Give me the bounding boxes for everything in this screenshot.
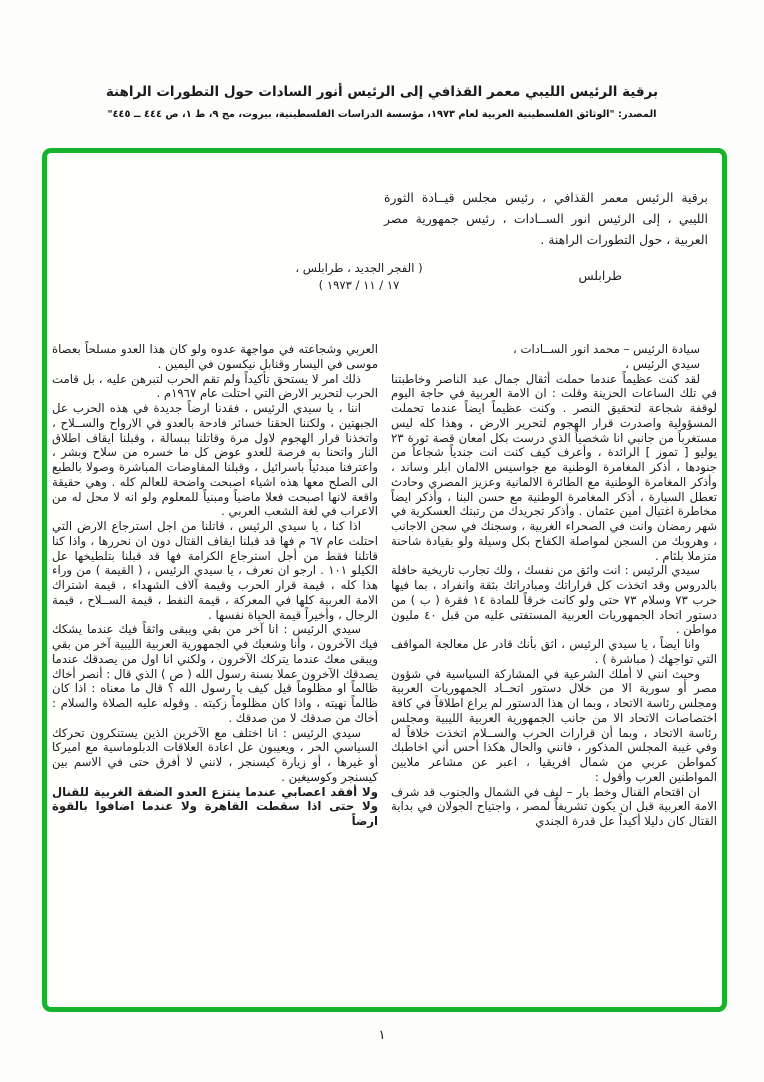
letter-paragraph: سيادة الرئيس – محمد انور الســادات ، <box>512 342 700 356</box>
dateline-source-line2: ١٧ / ١١ / ١٩٧٣ ) <box>318 278 400 292</box>
letter-paragraph: سيدي الرئيس : انت واثق من نفسك ، ولك تجارب تاريخية حافلة بالدروس وقد اتخذت كل قراراتك ومبادراتك بثقة وانفراد ، بما فيها حرب ٧٣ وسلام ٧٣ حتى ولو كانت خرقاً للمادة ١٤ فقرة ( ب ) من دستور اتحاد الجمهوريات العربية المستفتى عليه من قبل ٤٠ مليون مواطن . <box>391 563 717 637</box>
document-header <box>0 84 764 120</box>
letter-scan-frame <box>42 148 727 1012</box>
letter-paragraph: سيدي الرئيس : انا آخر من بقي ويبقى واثقاً فيك عندما يشكك فيك الآخرون ، وأنا وشعبك في الجمهورية العربية الليبية آخر من بقي ويبقى معك عندما يتركك الآخرون ، ولكني انا اول من يصدقك عندما يصدقك الآخرون عملا بسنة رسول الله ( ص ) الذي قال : أنصر أخاك ظالماً او مظلوماً قيل كيف يا رسول الله ؟ قال ما معناه : اذا كان ظالماً نهيته ، واذا كان مظلوماً زكيته . وقوله عليه الصلاة والسلام : أخاك من صدقك لا من صدقك . <box>52 622 378 725</box>
letter-paragraph: ذلك امر لا يستحق تأكيداً ولم تقم الحرب لتبرهن عليه ، بل قامت الحرب لتحرير الارض التي احتلت عام ١٩٦٧م . <box>52 371 378 401</box>
letter-dateline <box>47 260 722 312</box>
source-citation: المصدر: "الوثائق الفلسطينية العربية لعام ١٩٧٣، مؤسسة الدراسات الفلسطينية، بيروت، مج ٩، ط ١، ص ٤٤٤ ــ ٤٤٥" <box>107 109 657 120</box>
document-title: برقية الرئيس الليبي معمر القذافي إلى الرئيس أنور السادات حول التطورات الراهنة <box>105 84 659 100</box>
letter-paragraph: ان اقتحام القنال وخط بار – ليف في الشمال والجنوب قد شرف الامة العربية قبل ان يكون تشريفاً لمصر ، واجتياح الجولان في بداية القتال كان دليلا أكيداً عل قدرة الجندي <box>391 784 717 828</box>
letter-paragraph-bold: ولا أفقد اعصابي عندما ينتزع العدو الضفة الغربية للقنال ولا حتى اذا سقطت القاهرة ولا عندما اضافوا بالقوة ارضاً <box>52 784 378 828</box>
dateline-source <box>279 260 439 294</box>
letter-paragraph: اذا كنا ، يا سيدي الرئيس ، قاتلنا من اجل استرجاع الارض التي احتلت عام ٦٧ م فها قد قبلنا ايقاف القتال دون ان نحررها ، واذا كنا قاتلنا فقط من أجل استرجاع الكرامة فها قد قبلنا بتلطيخها عل الكيلو ١٠١ . ارجو ان نعرف ، يا سيدي الرئيس ، ( القيمة ) من وراء هذا كله ، قيمة قرار الحرب وقيمة آلاف الشهداء ، قيمة اشتراك الامة العربية كلها في المعركة ، قيمة النفط ، قيمة الســلاح ، قيمة الرجال ، وأخيراً قيمة الحياة نفسها . <box>52 519 379 622</box>
letter-paragraph: سيدي الرئيس : انا اختلف مع الآخرين الذين يستنكرون تحركك السياسي الحر ، ويعيبون عل اعادة العلاقات الدبلوماسية مع اميركا أو غيرها ، أو زيارة كيسنجر ، لانني لا أفرق حتى في الاسم بين كيسنجر وكوسيغين . <box>52 725 378 784</box>
letter-paragraph: سيدي الرئيس ، <box>625 356 700 371</box>
letter-paragraph: اننا ، يا سيدي الرئيس ، فقدنا ارضاً جديدة في هذه الحرب عل الجبهتين ، ولكننا الحقنا خسائر فادحة بالعدو في الارواح والســلاح ، واتخذنا قرار الهجوم لاول مرة وقاتلنا ببسالة ، وقبلنا ايقاف اطلاق النار واتحنا به فرصة للعدو عوض كل ما خسره من سلاح وبشر ، واعترفنا مبدئياً باسرائيل ، وقبلنا المفاوضات المباشرة وصولا بالطبع الى الصلح معها هذه اشياء اصبحت واضحة للعالم كله . وهي حقيقة واقعة لانها اصبحت فعلا ماضياً ومبنياً للمعلوم ولو انه لا محل له من الاعراب في لغة الشعب العربي . <box>52 401 378 519</box>
letter-paragraph: وانا ايضاً ، يا سيدي الرئيس ، اثق بأنك قادر عل معالجة المواقف التي تواجهك ( مباشرة ) . <box>391 637 717 666</box>
dateline-city: طرابلس <box>578 268 622 283</box>
letter-paragraph: وحيث انني لا أملك الشرعية في المشاركة السياسية في شؤون مصر أو سورية الا من خلال دستور اتحــاد الجمهوريات العربية ومجلس رئاسة الاتحاد ، وبما ان هذا الدستور لم يراع اطلاقاً في كافة اختصاصات الاتحاد الا من جانب الجمهورية العربية الليبية ومجلس رئاسة الاتحاد ، وبما أن قرارات الحرب والســلام اتخذت خلافاً له وفي غيبة المجلس المذكور ، فانني والحال هكذا أحس أني اخاطبك كمواطن عربي من شمال افريقيا ، اعبر عن مشاعر ملايين المواطنين العرب وأقول : <box>391 666 717 784</box>
dateline-source-line1: ( الفجر الجديد ، طرابلس ، <box>295 261 423 275</box>
letter-paragraph: لقد كنت عظيماً عندما حملت أثقال جمال عبد الناصر وخاطبتنا في تلك الساعات الحزينة وقلت : ان الامة العربية في حاجة اليوم لوقفة شجاعة لتحقيق النصر . وكنت عظيماً ايضاً عندما تحملت المسؤولية واصدرت قرار الهجوم لتحرير الارض ، وهذا كله ليس مستغرباً من جانبي انا شخصياً الذي درست بكل امعان قصة ثورة ٢٣ يوليو [ تموز ] الرائدة ، وأعرف كيف كنت انت جندياً شجاعاً من جنودها ، أذكر المغامرة الوطنية مع جواسيس الالمان ابلر وساند ، وأذكر المغامرة الوطنية مع الطائرة الالمانية وعزيز المصري وحادث تعطل السيارة ، أذكر المغامرة الوطنية مع حسن البنا ، وأذكر ايضاً مخاطرة اغتيال امين عثمان . وأذكر تجريدك من رتبتك العسكرية في شهر رمضان وانت في الصحراء الغربية ، وسجنك في سجن الاجانب ، وهروبك من السجن لمواصلة الكفاح بكل وسيلة ولو بقيادة شاحنة متزملا بلثام . <box>391 371 717 563</box>
page-number: ١ <box>378 1028 386 1043</box>
letter-paragraph: العربي وشجاعته في مواجهة عدوه ولو كان هذا العدو مسلحاً بعصاة موسى في اليسار وقنابل نيكسون في اليمين . <box>52 342 378 371</box>
letter-opening: برقية الرئيس معمر القذافي ، رئيس مجلس قيــادة الثورة الليبي ، إلى الرئيس انور الســادات ، رئيس جمهورية مصر العربية ، حول التطورات الراهنة . <box>384 190 708 247</box>
letter-column-left <box>52 342 378 829</box>
letter-body <box>47 342 722 829</box>
letter-column-right <box>391 342 717 829</box>
